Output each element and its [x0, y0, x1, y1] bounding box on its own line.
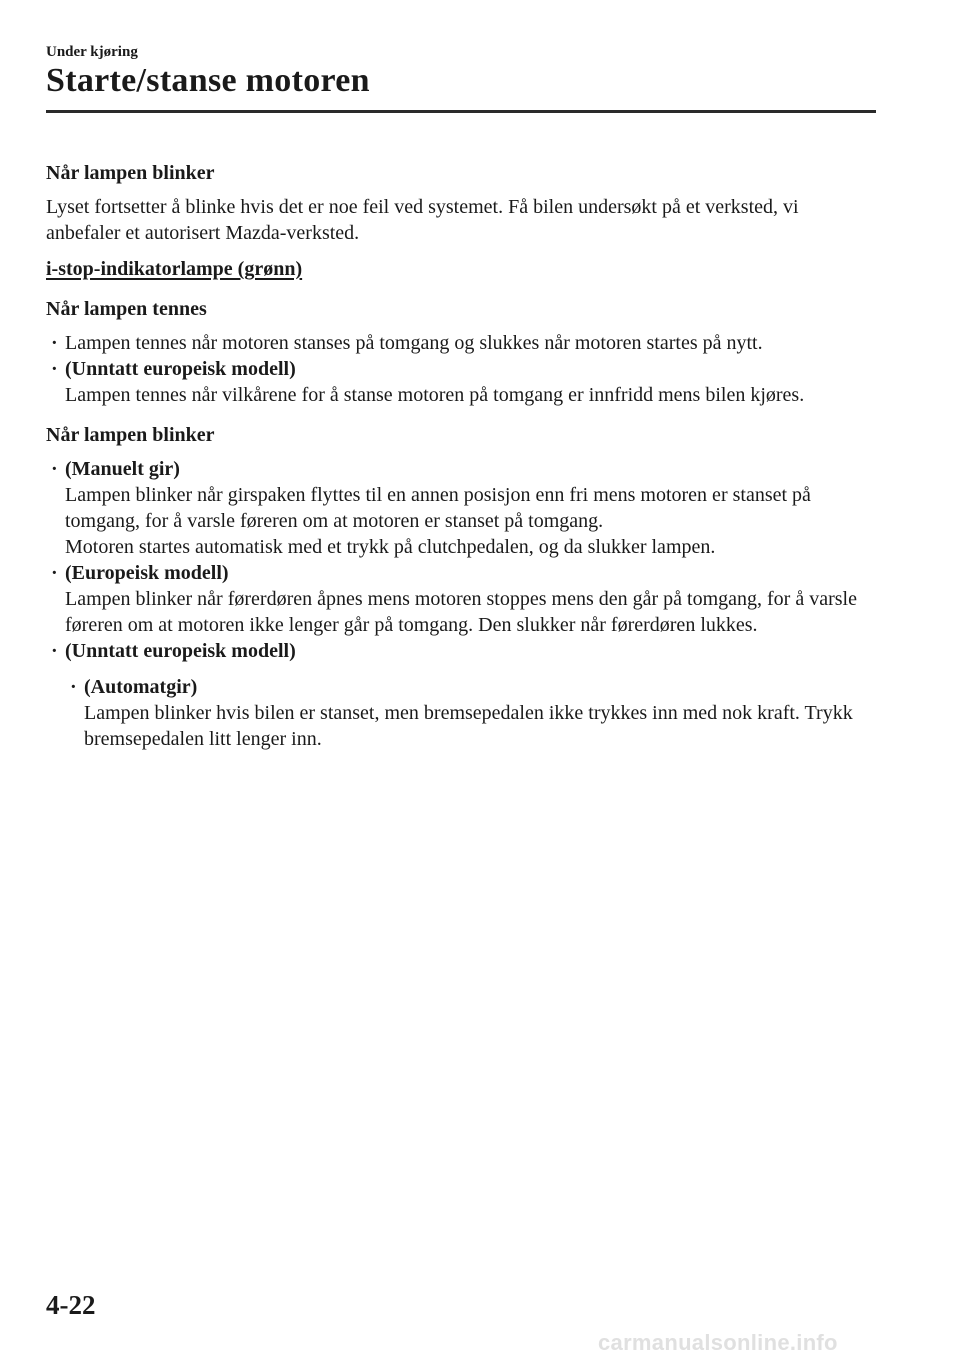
- blink-paragraph: Lyset fortsetter å blinke hvis det er noe feil ved systemet. Få bilen undersøkt på et verksted, vi anbefaler et autorisert Mazda-verksted.: [46, 196, 799, 244]
- list-item-label: · (Europeisk modell): [65, 562, 229, 584]
- nested-list: [65, 674, 876, 752]
- watermark-site: carmanualsonline.info: [598, 1330, 838, 1355]
- istop-title: i-stop-indikatorlampe (grønn): [46, 258, 303, 280]
- list-item-label: · (Unntatt europeisk modell): [65, 640, 296, 662]
- page-content: [46, 160, 876, 766]
- lamp-blink-list: [46, 456, 876, 752]
- page-title: Starte/stanse motoren: [46, 62, 370, 99]
- lamp-on-heading: Når lampen tennes: [46, 298, 207, 320]
- list-item-label: · (Unntatt europeisk modell): [65, 358, 296, 380]
- page-number: 4-22: [46, 1290, 96, 1320]
- list-item-text: Lampen blinker når girspaken flyttes til en annen posisjon enn fri mens motoren er stanset på tomgang, for å varsle føreren om at motoren er stanset på tomgang.: [65, 484, 811, 532]
- section-label: Under kjøring: [46, 44, 138, 60]
- list-item-text: · Lampen tennes når motoren stanses på tomgang og slukkes når motoren startes på nytt.: [65, 332, 763, 354]
- list-item-text: Lampen blinker hvis bilen er stanset, men bremsepedalen ikke trykkes inn med nok kraft. Trykk bremsepedalen litt lenger inn.: [84, 702, 853, 750]
- list-item-label: · (Automatgir): [84, 676, 198, 698]
- list-item: [46, 638, 876, 752]
- list-item-text: Lampen blinker når førerdøren åpnes mens motoren stoppes mens den går på tomgang, for å varsle føreren om at motoren ikke lenger går på tomgang. Den slukker når førerdøren lukkes.: [65, 588, 857, 636]
- list-item: [65, 674, 876, 752]
- list-item: [46, 560, 876, 638]
- list-item: [46, 330, 876, 356]
- list-item-text: Lampen tennes når vilkårene for å stanse motoren på tomgang er innfridd mens bilen kjøres.: [65, 384, 805, 406]
- list-item-text: Motoren startes automatisk med et trykk på clutchpedalen, og da slukker lampen.: [65, 536, 716, 558]
- lamp-on-list: [46, 330, 876, 408]
- blink-heading: Når lampen blinker: [46, 162, 215, 184]
- list-item-label: · (Manuelt gir): [65, 458, 180, 480]
- list-item: [46, 356, 876, 408]
- list-item: [46, 456, 876, 560]
- title-divider: [46, 110, 876, 113]
- lamp-blink-heading: Når lampen blinker: [46, 424, 215, 446]
